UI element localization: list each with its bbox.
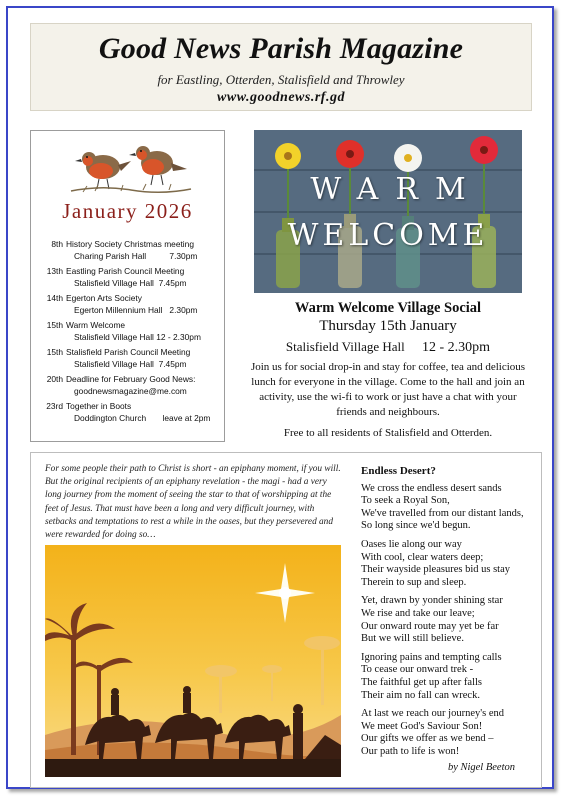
- poem-stanza: [361, 539, 537, 589]
- poem-line: We cross the endless desert sands: [361, 482, 502, 494]
- poem-line: Therein to sup and sleep.: [361, 576, 467, 588]
- magazine-url: www.goodnews.rf.gd: [217, 90, 345, 105]
- event-item: [39, 320, 223, 347]
- event-date: 8th: [51, 239, 63, 249]
- poem-endless-desert: [361, 465, 537, 775]
- poem-line: But we will still believe.: [361, 633, 464, 645]
- poem-line: Our path to life is won!: [361, 745, 460, 757]
- event-item: [39, 347, 223, 374]
- poem-line: To cease our onward trek -: [361, 664, 474, 676]
- warm-welcome-title: Warm Welcome Village Social: [294, 300, 482, 316]
- magi-desert-illustration: [45, 545, 341, 777]
- poem-line: We've travelled from our distant lands,: [361, 507, 524, 519]
- warm-welcome-time: 12 - 2.30pm: [422, 340, 491, 355]
- epiphany-intro-text: For some people their path to Christ is short - an epiphany moment, if you will. But the original recipients of an epiphany revelation - the magi - had a very long journey from the moment of seeing the star to that of worshipping at the feet of Jesus. That must have been a long and very difficult journey, with setbacks and temptations to rest a while in the oases, but they persevered and were rewarded for doing so…: [45, 464, 341, 541]
- poem-line: Their wayside pleasures bid us stay: [361, 564, 511, 576]
- event-item: [39, 293, 223, 320]
- event-detail: Stalisfield Village Hall 7.45pm: [74, 278, 187, 288]
- poem-line: We meet God's Saviour Son!: [361, 720, 483, 732]
- event-title: Egerton Arts Society: [66, 293, 142, 303]
- poem-line: Ignoring pains and tempting calls: [361, 651, 502, 663]
- event-title: Together in Boots: [66, 401, 132, 411]
- warm-image-text-line2: WELCOME: [287, 218, 489, 253]
- poem-stanza: [361, 595, 537, 645]
- event-item: [39, 239, 223, 266]
- poem-line: The faithful get up after falls: [361, 676, 482, 688]
- warm-welcome-venue-line: [244, 339, 532, 356]
- poem-line: Yet, drawn by yonder shining star: [361, 595, 503, 607]
- poem-author: by Nigel Beeton: [447, 762, 515, 774]
- event-detail: Stalisfield Village Hall 7.45pm: [74, 359, 187, 369]
- warm-welcome-photo: [254, 130, 522, 293]
- event-date: 15th: [46, 320, 63, 330]
- event-date: 15th: [46, 347, 63, 357]
- calendar-month-title: January 2026: [62, 199, 193, 223]
- poem-line: Their aim no fall can wreck.: [361, 689, 480, 701]
- robins-illustration: [61, 135, 201, 197]
- poem-title: Endless Desert?: [361, 465, 436, 477]
- magazine-page: [6, 6, 554, 789]
- poem-stanza: [361, 483, 537, 533]
- event-date: 14th: [46, 293, 63, 303]
- poem-line: Oases lie along our way: [361, 538, 462, 550]
- event-detail: Charing Parish Hall 7.30pm: [74, 251, 198, 261]
- poem-line: We rise and take our leave;: [361, 607, 475, 619]
- event-email[interactable]: goodnewsmagazine@me.com: [74, 386, 187, 396]
- event-detail: Stalisfield Village Hall 12 - 2.30pm: [74, 332, 201, 342]
- poem-line: At last we reach our journey's end: [361, 708, 505, 720]
- warm-welcome-date: Thursday 15th January: [319, 318, 457, 334]
- masthead: [30, 23, 532, 111]
- events-calendar: [30, 130, 225, 442]
- warm-welcome-venue: Stalisfield Village Hall: [285, 339, 405, 354]
- magazine-title: Good News Parish Magazine: [98, 32, 464, 65]
- poem-line: Our gifts we offer as we bend –: [361, 733, 494, 745]
- event-item: [39, 401, 223, 428]
- event-list: [39, 239, 223, 428]
- event-date: 20th: [46, 374, 63, 384]
- poem-line: With cool, clear waters deep;: [361, 551, 484, 563]
- flowers-in-bottles-illustration: [254, 130, 522, 293]
- warm-image-text-line1: WARM: [310, 172, 483, 207]
- magazine-subtitle: for Eastling, Otterden, Stalisfield and Throwley: [157, 72, 405, 87]
- event-detail: Doddington Church leave at 2pm: [74, 413, 211, 423]
- poem-line: So long since we'd begun.: [361, 520, 471, 532]
- warm-welcome-free-note: Free to all residents of Stalisfield and Otterden.: [283, 427, 493, 439]
- event-date: 13th: [46, 266, 63, 276]
- poem-stanza: [361, 708, 537, 758]
- event-title: Warm Welcome: [66, 320, 126, 330]
- event-title: Deadline for February Good News:: [66, 374, 196, 384]
- event-detail: Egerton Millennium Hall 2.30pm: [74, 305, 198, 315]
- poem-line: Our onward route may yet be far: [361, 620, 499, 632]
- event-title: Stalisfield Parish Council Meeting: [66, 347, 191, 357]
- poem-stanza: [361, 652, 537, 702]
- warm-welcome-article: [244, 300, 532, 439]
- event-title: Eastling Parish Council Meeting: [66, 266, 185, 276]
- event-date: 23rd: [46, 401, 63, 411]
- event-item: [39, 266, 223, 293]
- poem-line: To seek a Royal Son,: [361, 495, 450, 507]
- event-title: History Society Christmas meeting: [66, 239, 194, 249]
- epiphany-section: [30, 452, 542, 788]
- event-item: [39, 374, 223, 401]
- warm-welcome-body: Join us for social drop-in and stay for coffee, tea and delicious lunch for everyone in the village. Come to the hall and join an activity, use the wi-fi to work or just have a chat with your friends and neighbours.: [250, 361, 526, 418]
